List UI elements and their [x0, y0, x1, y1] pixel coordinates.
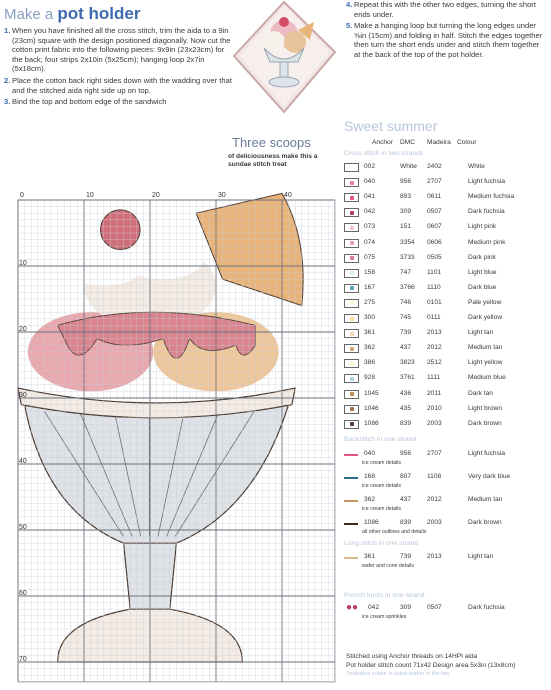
- thread-swatch-icon: [344, 269, 359, 278]
- backstitch-line: [344, 477, 358, 479]
- key-cell-colour: Dark fuchsia: [468, 208, 505, 216]
- backstitch-cell-madeira: 2003: [427, 519, 442, 526]
- french-knots-row: ●● 042 309 0507 Dark fuchsia ice cream sprinkles: [346, 602, 505, 620]
- chart-x-label: 20: [152, 192, 160, 199]
- thread-swatch-icon: [344, 329, 359, 338]
- col-dmc: DMC: [400, 139, 416, 146]
- chart-y-label: 30: [19, 392, 27, 399]
- key-cell-dmc: 151: [400, 223, 412, 231]
- key-cell-madeira: 0505: [427, 253, 442, 261]
- instructions-right: [346, 0, 546, 62]
- key-cell-dmc: 3733: [400, 253, 415, 261]
- key-cell-anchor: 167: [364, 283, 376, 291]
- key-cell-colour: Light brown: [468, 404, 503, 412]
- key-cell-colour: White: [468, 163, 485, 170]
- thread-swatch-icon: [344, 314, 359, 323]
- key-cell-colour: Medium pink: [468, 238, 506, 246]
- key-cell-colour: Medium fuchsia: [468, 193, 515, 201]
- key-cell-madeira: 2011: [427, 389, 442, 397]
- backstitch-detail: ice cream details: [362, 460, 401, 466]
- key-cell-colour: Medium blue: [468, 374, 506, 382]
- key-cell-dmc: 745: [400, 314, 412, 321]
- backstitch-line: [344, 523, 358, 525]
- page-title: Make a pot holder: [4, 4, 141, 23]
- cross-stitch-chart: [8, 188, 338, 684]
- thread-swatch-icon: [344, 178, 359, 187]
- instruction-step-3: 3. Bind the top and bottom edge of the sandwich: [4, 97, 167, 107]
- key-cell-colour: Light pink: [468, 223, 497, 231]
- key-row: [344, 238, 544, 248]
- key-cell-dmc: 435: [400, 404, 412, 412]
- key-cell-colour: Dark tan: [468, 389, 493, 397]
- key-cell-anchor: 386: [364, 359, 376, 367]
- key-cell-madeira: 2512: [427, 359, 442, 367]
- key-cell-anchor: 073: [364, 223, 376, 231]
- thread-swatch-icon: [344, 299, 359, 308]
- long-stitch-row: 361 739 2013 Light tan wafer and cone details: [344, 553, 544, 575]
- backstitch-detail: ice cream details: [362, 506, 401, 512]
- backstitch-cell-anchor: 040: [364, 450, 376, 457]
- thread-swatch-icon: [344, 163, 359, 172]
- col-colour: Colour: [457, 139, 477, 146]
- backstitch-line: [344, 500, 358, 502]
- key-cell-colour: Light yellow: [468, 359, 503, 367]
- feature-subtitle: of deliciousness make this a sundae stitch treat: [228, 153, 318, 168]
- key-cell-anchor: 040: [364, 178, 376, 186]
- key-cell-madeira: 0606: [427, 238, 442, 246]
- key-cell-madeira: 0611: [427, 193, 442, 201]
- key-cell-dmc: 3823: [400, 359, 415, 367]
- backstitch-cell-anchor: 362: [364, 496, 376, 503]
- backstitch-detail: ice cream details: [362, 483, 401, 489]
- backstitch-cell-madeira: 1108: [427, 473, 442, 480]
- key-cell-dmc: White: [400, 163, 417, 170]
- key-cell-anchor: 275: [364, 298, 376, 306]
- backstitch-line: [344, 454, 358, 456]
- key-cell-anchor: 041: [364, 193, 376, 201]
- key-cell-madeira: 2402: [427, 163, 442, 170]
- key-cell-dmc: 839: [400, 419, 412, 427]
- chart-x-label: 40: [284, 192, 292, 199]
- key-cell-colour: Pale yellow: [468, 298, 502, 306]
- long-stitch-header: Long stitch in one strand: [344, 540, 419, 547]
- thread-swatch-icon: [344, 284, 359, 293]
- key-cell-anchor: 002: [364, 163, 376, 170]
- thread-swatch-icon: [344, 239, 359, 248]
- thread-swatch-icon: [344, 254, 359, 263]
- instructions-left: [4, 26, 232, 109]
- backstitch-cell-colour: Very dark blue: [468, 473, 511, 480]
- key-row: [344, 253, 544, 263]
- key-cell-colour: Medium tan: [468, 344, 503, 352]
- key-row: [344, 404, 544, 414]
- key-cell-anchor: 361: [364, 329, 376, 337]
- backstitch-row: [344, 473, 544, 493]
- key-cell-colour: Dark yellow: [468, 314, 503, 321]
- chart-x-label: 30: [218, 192, 226, 199]
- col-madeira: Madeira: [427, 139, 451, 146]
- chart-y-label: 50: [19, 524, 27, 531]
- key-cell-anchor: 300: [364, 314, 376, 321]
- thread-swatch-icon: [344, 193, 359, 202]
- backstitch-cell-colour: Medium tan: [468, 496, 503, 503]
- key-cell-madeira: 0111: [427, 314, 441, 321]
- key-cell-dmc: 739: [400, 329, 412, 337]
- key-cell-dmc: 893: [400, 193, 412, 201]
- key-cell-dmc: 309: [400, 208, 412, 216]
- key-row: [344, 358, 544, 368]
- key-row: [344, 343, 544, 353]
- key-cell-anchor: 362: [364, 344, 376, 352]
- backstitch-row: [344, 496, 544, 516]
- cherry: [101, 210, 141, 250]
- key-cell-madeira: 2010: [427, 404, 442, 412]
- key-cell-dmc: 956: [400, 178, 412, 186]
- thread-swatch-icon: [344, 390, 359, 399]
- pot-holder-photo: [232, 0, 337, 115]
- backstitch-cell-dmc: 437: [400, 496, 412, 503]
- backstitch-cell-anchor: 168: [364, 473, 376, 480]
- key-row: [344, 222, 544, 232]
- key-cell-madeira: 2707: [427, 178, 442, 186]
- key-row: [344, 313, 544, 323]
- key-cell-dmc: 437: [400, 344, 412, 352]
- backstitch-cell-madeira: 2707: [427, 450, 442, 457]
- thread-swatch-icon: [344, 420, 359, 429]
- key-cell-dmc: 436: [400, 389, 412, 397]
- key-cell-colour: Dark blue: [468, 283, 497, 291]
- backstitch-row: [344, 519, 544, 539]
- key-row: [344, 328, 544, 338]
- backstitch-detail: all other outlines and details: [362, 529, 427, 535]
- backstitch-cell-anchor: 1086: [364, 519, 379, 526]
- key-cell-dmc: 747: [400, 268, 412, 276]
- french-knots-header: French knots in one strand: [344, 592, 425, 599]
- french-knot-dots-icon: ●●: [346, 602, 359, 613]
- feature-title: Three scoops: [232, 135, 311, 150]
- key-cell-madeira: 0101: [427, 298, 442, 306]
- key-cell-madeira: 0607: [427, 223, 442, 231]
- key-cell-madeira: 2003: [427, 419, 442, 427]
- thread-swatch-icon: [344, 405, 359, 414]
- thread-swatch-icon: [344, 374, 359, 383]
- key-cell-dmc: 3354: [400, 238, 415, 246]
- instruction-step-5: 5. Make a hanging loop but turning the long edges under ⅝in (15cm) and folding in half. Stitch the edges together then turn the short ends under and stitch them together at the back of the top of the pot holder.: [346, 21, 543, 59]
- key-row: [344, 283, 544, 293]
- key-row: [344, 298, 544, 308]
- key-cell-dmc: 3761: [400, 374, 415, 382]
- key-row: [344, 177, 544, 187]
- key-cell-madeira: 0507: [427, 208, 442, 216]
- key-cell-madeira: 1110: [427, 283, 441, 291]
- key-cell-colour: Dark pink: [468, 253, 496, 261]
- thread-swatch-icon: [344, 359, 359, 368]
- chart-y-label: 60: [19, 590, 27, 597]
- thread-swatch-icon: [344, 223, 359, 232]
- key-cell-anchor: 928: [364, 374, 376, 382]
- key-row: [344, 162, 544, 172]
- key-row: [344, 389, 544, 399]
- backstitch-cell-dmc: 807: [400, 473, 412, 480]
- backstitch-cell-dmc: 839: [400, 519, 412, 526]
- key-cell-madeira: 2012: [427, 344, 442, 352]
- key-cell-colour: Light fuchsia: [468, 178, 506, 186]
- thread-swatch-icon: [344, 344, 359, 353]
- key-title: Sweet summer: [344, 118, 438, 134]
- chart-x-label: 0: [20, 192, 24, 199]
- backstitch-cell-colour: Dark brown: [468, 519, 502, 526]
- key-cell-madeira: 1111: [427, 374, 441, 382]
- key-row: [344, 207, 544, 217]
- backstitch-cell-madeira: 2012: [427, 496, 442, 503]
- chart-y-label: 10: [19, 260, 27, 267]
- key-row: [344, 268, 544, 278]
- key-cell-colour: Light tan: [468, 329, 494, 337]
- key-cell-madeira: 2013: [427, 329, 442, 337]
- instruction-step-1: 1. When you have finished all the cross stitch, trim the aida to a 9in (23cm) square with the design positioned diagonally. Now cut the cotton print fabric into the following pieces: 9x9in (23x23cm) for the back; four strips 2x10in (5x25cm); hanging loop 2x7in (5x18cm).: [4, 26, 231, 74]
- key-cell-dmc: 3766: [400, 283, 415, 291]
- key-cell-anchor: 042: [364, 208, 376, 216]
- key-cell-anchor: 1045: [364, 389, 379, 397]
- key-column-headers: [344, 139, 544, 149]
- instruction-step-2: 2. Place the cotton back right sides down with the wadding over that and the stitched aida right side up on top.: [4, 75, 232, 95]
- backstitch-cell-dmc: 956: [400, 450, 412, 457]
- instruction-step-4: 4. Repeat this with the other two edges, turning the short ends under.: [346, 0, 536, 19]
- backstitch-cell-colour: Light fuchsia: [468, 450, 506, 457]
- long-stitch-line: [344, 557, 358, 559]
- key-cell-anchor: 158: [364, 268, 376, 276]
- key-cell-anchor: 1086: [364, 419, 379, 427]
- backstitch-row: [344, 450, 544, 470]
- key-footer: Stitched using Anchor threads on 14HPI aida Pot holder stitch count 71x42 Design area 5x3in (13x8cm) *indicates colour is listed earlier in the key: [346, 653, 516, 677]
- chart-y-label: 20: [19, 326, 27, 333]
- col-anchor: Anchor: [372, 139, 393, 146]
- thread-swatch-icon: [344, 208, 359, 217]
- chart-y-label: 40: [19, 458, 27, 465]
- key-cell-anchor: 075: [364, 253, 376, 261]
- key-row: [344, 373, 544, 383]
- page-title-strong: pot holder: [57, 4, 141, 23]
- chart-x-label: 10: [86, 192, 94, 199]
- key-cell-colour: Dark brown: [468, 419, 502, 427]
- key-cell-anchor: 1046: [364, 404, 379, 412]
- backstitch-header: Backstitch in one strand: [344, 436, 417, 443]
- key-row: [344, 192, 544, 202]
- key-cell-anchor: 074: [364, 238, 376, 246]
- key-cell-colour: Light blue: [468, 268, 497, 276]
- key-cell-madeira: 1101: [427, 268, 442, 276]
- chart-y-label: 70: [19, 656, 27, 663]
- key-cell-dmc: 746: [400, 298, 412, 306]
- key-row: [344, 419, 544, 429]
- cross-stitch-header: Cross stitch in two strands: [344, 150, 424, 157]
